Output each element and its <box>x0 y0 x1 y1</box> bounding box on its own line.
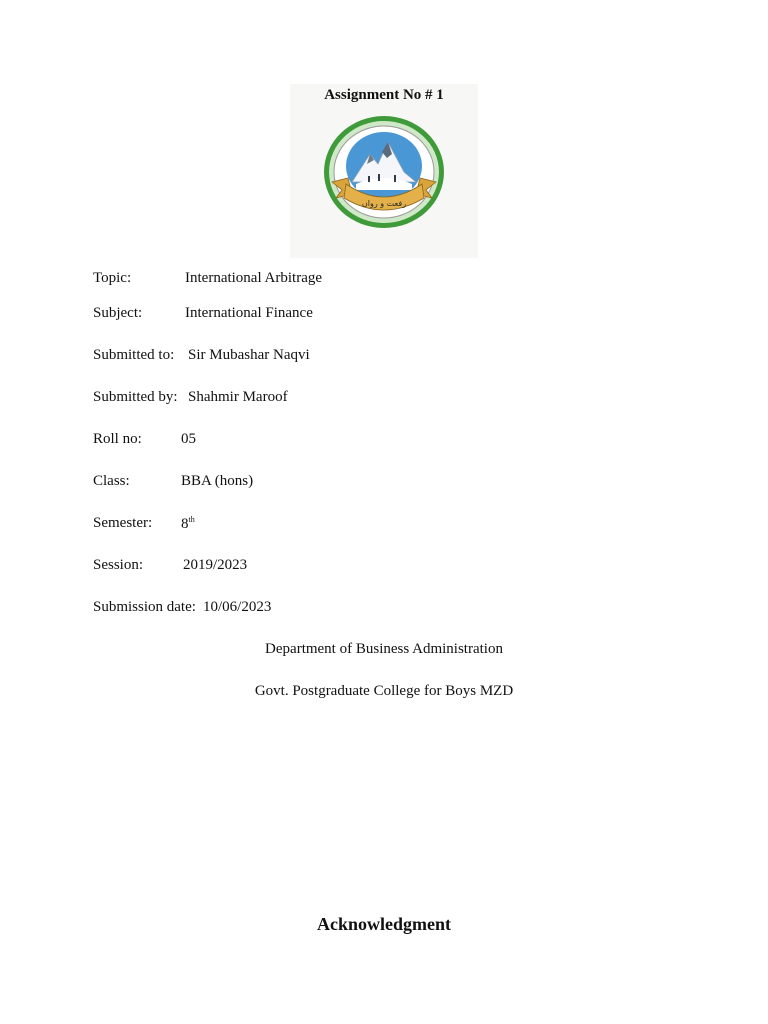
topic-label: Topic: <box>93 270 132 286</box>
submitted-to-value: Sir Mubashar Naqvi <box>188 347 310 363</box>
semester-suffix: th <box>188 515 195 524</box>
class-label: Class: <box>93 473 130 489</box>
semester-value-wrap <box>181 515 195 533</box>
topic-value: International Arbitrage <box>185 270 323 286</box>
acknowledgment-heading: Acknowledgment <box>317 914 451 934</box>
roll-no-value: 05 <box>181 431 196 447</box>
subject-value: International Finance <box>185 305 313 321</box>
logo-banner-text: رفعت و رواں <box>361 199 407 208</box>
college-crest-logo-icon <box>322 114 446 230</box>
assignment-title: Assignment No # 1 <box>324 87 444 103</box>
submission-date-label: Submission date: <box>93 599 196 615</box>
department-name: Department of Business Administration <box>265 641 503 657</box>
submission-date-value: 10/06/2023 <box>203 599 272 615</box>
submitted-by-label: Submitted by: <box>93 389 178 405</box>
roll-no-label: Roll no: <box>93 431 142 447</box>
session-label: Session: <box>93 557 144 573</box>
class-value: BBA (hons) <box>181 473 254 489</box>
college-name: Govt. Postgraduate College for Boys MZD <box>254 683 514 699</box>
session-value: 2019/2023 <box>183 557 248 573</box>
submitted-by-value: Shahmir Maroof <box>188 389 288 405</box>
semester-label: Semester: <box>93 515 153 531</box>
submitted-to-label: Submitted to: <box>93 347 175 363</box>
subject-label: Subject: <box>93 305 143 321</box>
semester-value: 8 <box>181 516 189 532</box>
